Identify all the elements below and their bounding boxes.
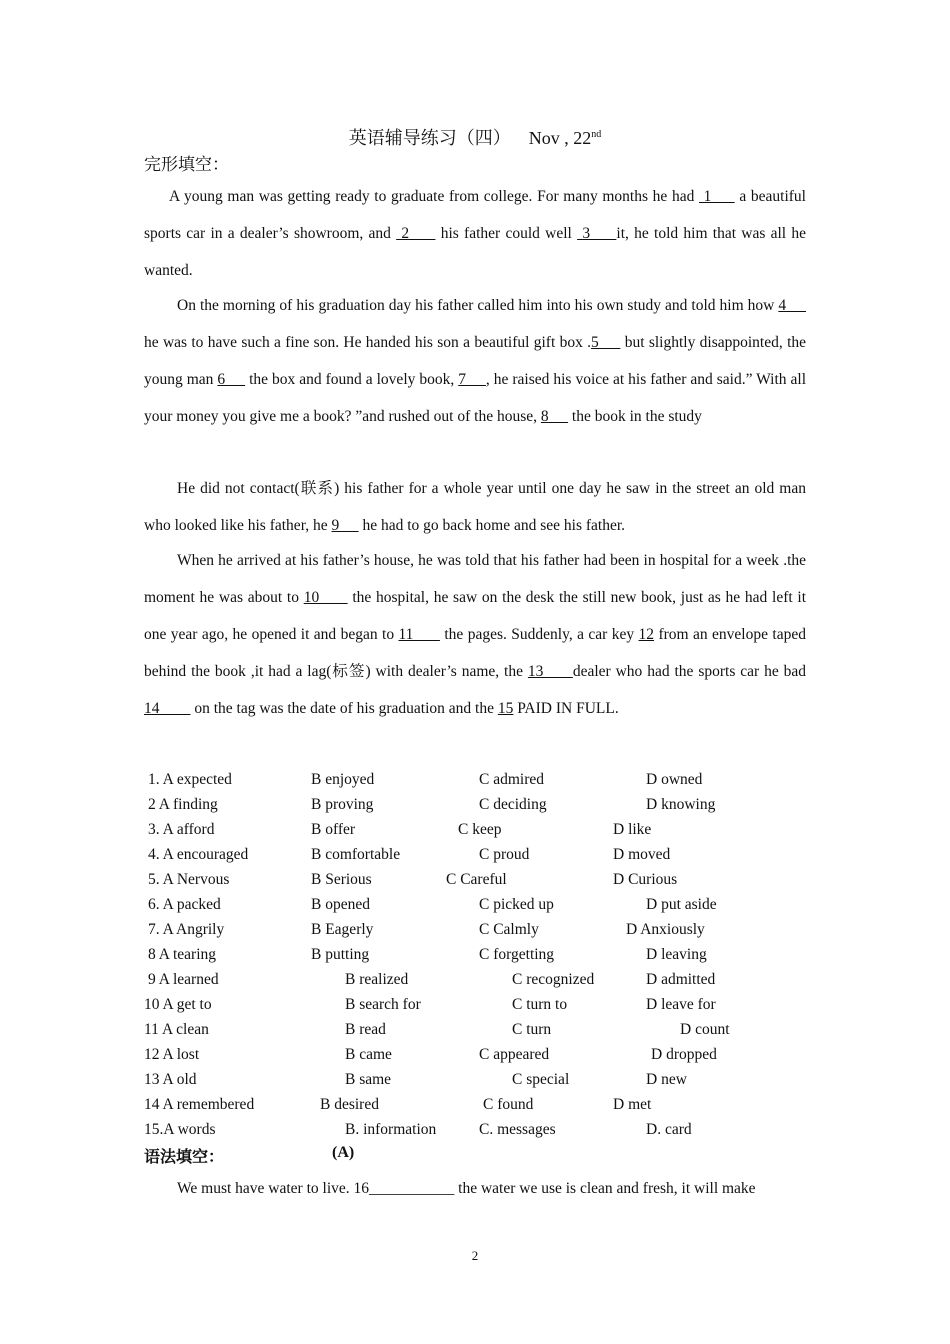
option-13a: 13 A old xyxy=(144,1071,197,1088)
option-8d: D leaving xyxy=(646,946,707,963)
option-4d: D moved xyxy=(613,846,671,863)
option-3a: 3. A afford xyxy=(148,821,215,838)
option-6b: B opened xyxy=(311,896,370,913)
option-15b: B. information xyxy=(345,1121,437,1138)
title-chinese: 英语辅导练习（四） xyxy=(348,128,511,148)
cloze-paragraph-3: He did not contact(联系) his father for a whole year until one day he saw in the street an old man who looked like his father, he 9 he had to go back home and see his father. xyxy=(144,480,806,534)
option-13b: B same xyxy=(345,1071,392,1088)
option-7d: D Anxiously xyxy=(626,921,705,938)
option-6d: D put aside xyxy=(646,896,717,913)
option-11b: B read xyxy=(345,1021,386,1038)
option-3b: B offer xyxy=(311,821,356,838)
blank-7: 7 xyxy=(458,371,486,388)
blank-16: ___________ xyxy=(369,1180,455,1197)
option-11c: C turn xyxy=(512,1021,552,1038)
option-2b: B proving xyxy=(311,796,374,813)
option-9c: C recognized xyxy=(512,971,595,988)
option-12a: 12 A lost xyxy=(144,1046,200,1063)
title-date-suffix: nd xyxy=(591,129,602,140)
option-6c: C picked up xyxy=(479,896,554,913)
cloze-heading: 完形填空： xyxy=(144,155,229,174)
option-3d: D like xyxy=(613,821,652,838)
option-7b: B Eagerly xyxy=(311,921,374,938)
blank-8: 8 xyxy=(540,408,569,425)
option-9a: 9 A learned xyxy=(148,971,219,988)
blank-12: 12 xyxy=(638,626,655,643)
blank-13: 13 xyxy=(527,663,573,680)
blank-4: 4 xyxy=(778,297,806,314)
option-2d: D knowing xyxy=(646,796,716,813)
option-10d: D leave for xyxy=(646,996,716,1013)
option-7c: C Calmly xyxy=(479,921,539,938)
option-9d: D admitted xyxy=(646,971,716,988)
option-8c: C forgetting xyxy=(479,946,555,963)
blank-3: 3 xyxy=(577,225,617,242)
option-3c: C keep xyxy=(458,821,502,838)
blank-10: 10 xyxy=(303,589,348,606)
blank-14: 14 xyxy=(144,700,191,717)
grammar-paragraph-1: We must have water to live. 16___________ the water we use is clean and fresh, it will make xyxy=(177,1180,756,1197)
cloze-paragraph-2: On the morning of his graduation day his father called him into his own study and told him how 4 he was to have such a fine son. He handed his son a beautiful gift box .5 but slightly disappointed, the young man 6 the box and found a lovely book, 7 , he raised his voice at his father and said.” With all your money you give me a book? ”and rushed out of the house, 8 the book in the study xyxy=(144,297,807,425)
option-1b: B enjoyed xyxy=(311,771,375,788)
option-10b: B search for xyxy=(345,996,421,1013)
option-1d: D owned xyxy=(646,771,703,788)
blank-9: 9 xyxy=(331,517,359,534)
option-4a: 4. A encouraged xyxy=(148,846,249,863)
option-6a: 6. A packed xyxy=(148,896,221,913)
blank-15: 15 xyxy=(497,700,514,717)
option-2a: 2 A finding xyxy=(148,796,218,813)
option-14d: D met xyxy=(613,1096,652,1113)
title-date: Nov , 22 xyxy=(528,128,592,148)
blank-5: 5 xyxy=(591,334,621,351)
option-15a: 15.A words xyxy=(144,1121,216,1138)
option-8b: B putting xyxy=(311,946,370,963)
option-11a: 11 A clean xyxy=(144,1021,209,1038)
option-14b: B desired xyxy=(320,1096,379,1113)
option-5b: B Serious xyxy=(311,871,372,888)
page-number: 2 xyxy=(471,1248,479,1263)
option-13c: C special xyxy=(512,1071,570,1088)
option-15d: D. card xyxy=(646,1121,692,1138)
option-15c: C. messages xyxy=(479,1121,556,1138)
option-12c: C appeared xyxy=(479,1046,550,1063)
option-8a: 8 A tearing xyxy=(148,946,217,963)
option-10c: C turn to xyxy=(512,996,568,1013)
blank-1: 1 xyxy=(699,188,735,205)
option-9b: B realized xyxy=(345,971,409,988)
option-14c: C found xyxy=(483,1096,534,1113)
blank-2: 2 xyxy=(396,225,436,242)
option-2c: C deciding xyxy=(479,796,547,813)
option-12d: D dropped xyxy=(651,1046,717,1063)
grammar-heading: 语法填空： xyxy=(144,1149,225,1166)
option-13d: D new xyxy=(646,1071,687,1088)
option-11d: D count xyxy=(680,1021,730,1038)
option-4c: C proud xyxy=(479,846,530,863)
option-1c: C admired xyxy=(479,771,544,788)
option-14a: 14 A remembered xyxy=(144,1096,255,1113)
option-5a: 5. A Nervous xyxy=(148,871,230,888)
option-12b: B came xyxy=(345,1046,392,1063)
cloze-paragraph-1: A young man was getting ready to graduate from college. For many months he had 1 a beautiful sports car in a dealer’s showroom, and 2 his father could well 3 it, he told him that was all he wanted. xyxy=(144,188,806,279)
blank-6: 6 xyxy=(217,371,246,388)
option-4b: B comfortable xyxy=(311,846,401,863)
blank-11: 11 xyxy=(398,626,440,643)
option-1a: 1. A expected xyxy=(148,771,232,788)
option-5d: D Curious xyxy=(613,871,678,888)
grammar-subheading: (A) xyxy=(332,1144,355,1161)
cloze-paragraph-4: When he arrived at his father’s house, he was told that his father had been in hospital for a week .the moment he was about to 10 the hospital, he saw on the desk the still new book, just as he had left it one year ago, he opened it and began to 11 the pages. Suddenly, a car key 12 from an envelope taped behind the book ,it had a lag(标签) with dealer’s name, the 13 dealer who had the sports car he bad 14 on the tag was the date of his graduation and the 15 PAID IN FULL. xyxy=(144,552,807,717)
option-7a: 7. A Angrily xyxy=(148,921,225,938)
option-10a: 10 A get to xyxy=(144,996,212,1013)
page-title xyxy=(0,124,950,150)
option-5c: C Careful xyxy=(446,871,507,888)
